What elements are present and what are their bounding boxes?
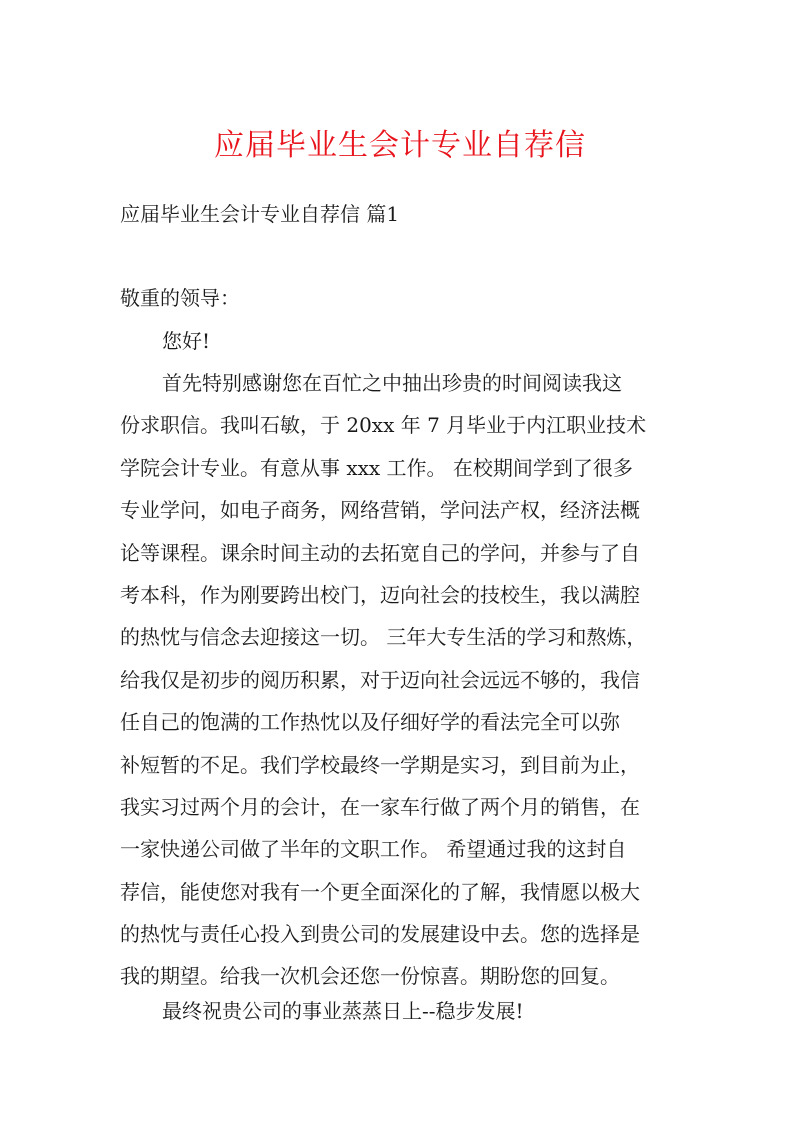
body-line: 专业学问，如电子商务，网络营销，学问法产权，经济法概 [120,498,640,523]
body-line: 给我仅是初步的阅历积累，对于迈向社会远远不够的，我信 [120,667,640,692]
salutation: 敬重的领导： [120,286,240,310]
body-paragraph [120,365,685,1001]
document-subtitle: 应届毕业生会计专业自荐信 篇1 [120,202,400,226]
body-line: 考本科，作为刚要跨出校门，迈向社会的技校生，我以满腔 [120,582,640,607]
body-line: 我实习过两个月的会计，在一家车行做了两个月的销售，在 [120,794,640,819]
body-line: 首先特别感谢您在百忙之中抽出珍贵的时间阅读我这 [162,371,622,395]
body-line: 学院会计专业。有意从事 xxx 工作。 在校期间学到了很多 [120,455,633,480]
document-title: 应届毕业生会计专业自荐信 [214,128,586,163]
greeting: 您好! [162,329,211,353]
body-line: 我的期望。给我一次机会还您一份惊喜。期盼您的回复。 [120,964,620,989]
body-line: 份求职信。我叫石敏，于 20xx 年 7 月毕业于内江职业技术 [120,413,647,438]
body-line: 任自己的饱满的工作热忱以及仔细好学的看法完全可以弥 [120,710,620,735]
body-line: 的热忱与责任心投入到贵公司的发展建设中去。您的选择是 [120,922,640,947]
closing-line: 最终祝贵公司的事业蒸蒸日上--稳步发展! [162,999,524,1023]
body-line: 补短暂的不足。我们学校最终一学期是实习，到目前为止， [120,752,640,777]
body-line: 论等课程。课余时间主动的去拓宽自己的学问，并参与了自 [120,540,640,565]
body-line: 荐信，能使您对我有一个更全面深化的了解，我情愿以极大 [120,879,640,904]
body-line: 一家快递公司做了半年的文职工作。 希望通过我的这封自 [120,837,627,862]
body-line: 的热忱与信念去迎接这一切。 三年大专生活的学习和熬炼， [120,625,647,650]
